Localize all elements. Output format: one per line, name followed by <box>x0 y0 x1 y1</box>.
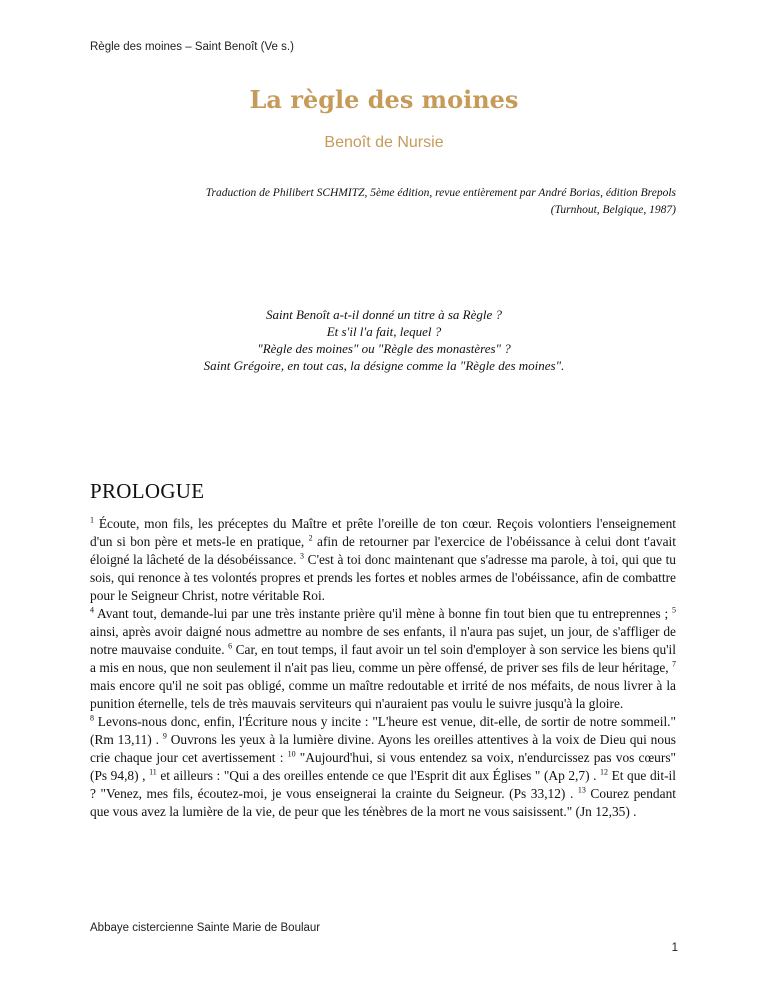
page-number: 1 <box>671 942 678 954</box>
verse-number: 4 <box>90 605 94 615</box>
verse-number: 1 <box>90 515 94 525</box>
quote-line: Saint Grégoire, en tout cas, la désigne comme la "Règle des moines". <box>203 358 565 373</box>
verse-number: 6 <box>228 641 233 651</box>
verse-text: Car, en tout temps, il faut avoir un tel soin d'employer à son service les biens qu'il a mis en nous, que non seulement il n'ait pas lieu, comme un père offensé, de priver ses fils de leur héritage, <box>90 642 676 675</box>
verse-text: afin de retourner par l'exercice de l'obéissance à celui dont t'avait éloigné la lâcheté de la désobéissance. <box>90 534 676 567</box>
verse-text: et ailleurs : "Qui a des oreilles entende ce que l'Esprit dit aux Églises " (Ap 2,7) . <box>156 768 601 783</box>
translation-line-2: (Turnhout, Belgique, 1987) <box>550 204 676 216</box>
verse-number: 9 <box>162 731 167 741</box>
verse-text: Courez pendant que vous avez la lumière de la vie, de peur que les ténèbres de la mort ne vous saisissent." (Jn 12,35) . <box>90 786 676 819</box>
footer-organization: Abbaye cistercienne Sainte Marie de Boulaur <box>90 922 321 934</box>
epigraph-quote <box>0 306 768 374</box>
document-title: La règle des moines <box>249 85 519 114</box>
verse-text: mais encore qu'il ne soit pas obligé, comme un maître redoutable et irrité de nos méfaits, de nous livrer à la punition éternelle, tels de très mauvais serviteurs qui n'auraient pas voulu le suivre jusqu'à la gloire. <box>90 678 676 711</box>
verse-number: 2 <box>308 533 313 543</box>
verse-number: 5 <box>672 605 676 615</box>
verse-text: Écoute, mon fils, les préceptes du Maître et prête l'oreille de ton cœur. Reçois volontiers l'enseignement d'un si bon père et mets-le en pratique, <box>90 516 676 549</box>
verse-text: Avant tout, demande-lui par une très instante prière qu'il mène à bonne fin tout bien que tu entreprennes ; <box>94 606 672 621</box>
quote-line: Et s'il l'a fait, lequel ? <box>326 324 442 339</box>
verse-text: Et que dit-il ? "Venez, mes fils, écoutez-moi, je vous enseignerai la crainte du Seigneur. (Ps 33,12) . <box>90 768 676 801</box>
translation-line-1: Traduction de Philibert SCHMITZ, 5ème édition, revue entièrement par André Borias, édition Brepols <box>205 187 676 199</box>
quote-line: Saint Benoît a-t-il donné un titre à sa Règle ? <box>265 307 502 322</box>
quote-line: "Règle des moines" ou "Règle des monastères" ? <box>257 341 511 356</box>
verse-number: 13 <box>577 785 586 795</box>
document-author: Benoît de Nursie <box>324 134 444 151</box>
verse-text: ainsi, après avoir daigné nous admettre au nombre de ses enfants, il n'aura pas sujet, un jour, de s'affliger de notre mauvaise conduite. <box>90 624 676 657</box>
verse-text: C'est à toi donc maintenant que s'adresse ma parole, à toi, qui que tu sois, qui renonce à tes volontés propres et prends les fortes et nobles armes de l'obéissance, afin de combattre pour le Seigneur Christ, notre véritable Roi. <box>90 552 676 603</box>
verse-text: Levons-nous donc, enfin, l'Écriture nous y incite : "L'heure est venue, dit-elle, de sortir de notre sommeil." (Rm 13,11) . <box>90 714 676 747</box>
body-text <box>90 515 676 821</box>
paragraph <box>90 605 676 713</box>
paragraph <box>90 515 676 605</box>
verse-number: 11 <box>149 767 157 777</box>
verse-number: 10 <box>287 749 296 759</box>
paragraph <box>90 713 676 821</box>
verse-text: Ouvrons les yeux à la lumière divine. Ayons les oreilles attentives à la voix de Dieu qui nous crie chaque jour cet avertissement : <box>90 732 676 765</box>
verse-number: 12 <box>600 767 609 777</box>
verse-number: 3 <box>300 551 305 561</box>
section-heading: PROLOGUE <box>90 479 205 503</box>
verse-number: 8 <box>90 713 94 723</box>
verse-number: 7 <box>672 659 676 669</box>
verse-text: "Aujourd'hui, si vous entendez sa voix, n'endurcissez pas vos cœurs" (Ps 94,8) , <box>90 750 676 783</box>
running-header: Règle des moines – Saint Benoît (Ve s.) <box>90 41 294 53</box>
translation-note <box>120 185 676 219</box>
